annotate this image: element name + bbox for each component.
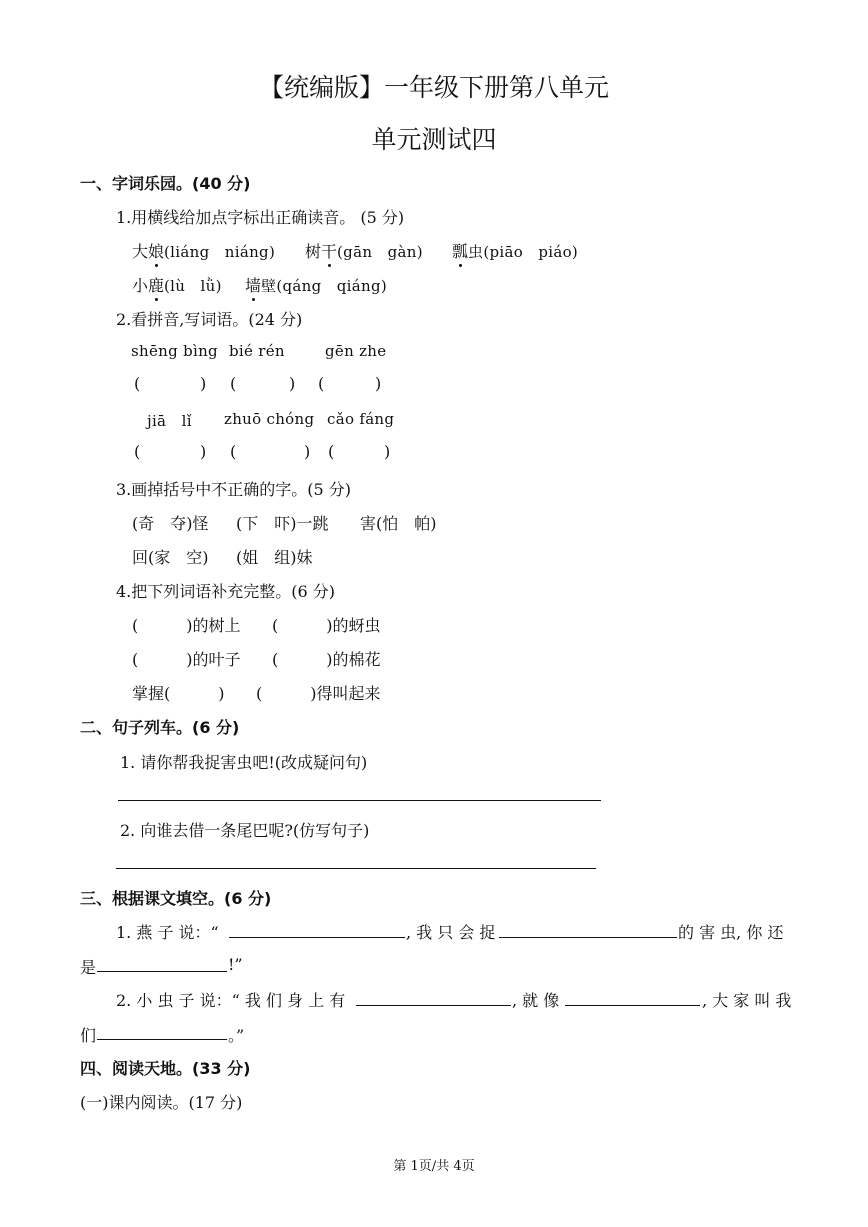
- dotted-char: 鹿: [148, 276, 165, 295]
- pinyin-item: 墙壁(qáng qiáng): [245, 276, 388, 295]
- pinyin-prompt: jiā lǐ: [147, 412, 192, 430]
- answer-paren-close: ): [375, 374, 382, 393]
- answer-blank[interactable]: [229, 937, 405, 938]
- pinyin-item: 大娘(liáng niáng): [132, 242, 276, 261]
- pinyin-prompt: shēng bìng: [131, 342, 218, 360]
- answer-paren-close: ): [200, 374, 207, 393]
- fill-item: 掌握( ): [132, 684, 225, 703]
- question-1-1-label: 1.用横线给加点字标出正确读音。 (5 分): [116, 208, 405, 227]
- answer-paren-open: (: [230, 374, 237, 393]
- answer-line[interactable]: [116, 868, 596, 869]
- question-2-2: 2. 向谁去借一条尾巴呢?(仿写句子): [120, 821, 370, 840]
- fill-item: ( )的蚜虫: [272, 616, 381, 635]
- section-heading-2: 二、句子列车。(6 分): [80, 718, 240, 737]
- fill-item: ( )得叫起来: [256, 684, 381, 703]
- fill-sentence-text: 。”: [228, 1026, 245, 1045]
- fill-sentence-text: 的 害 虫, 你 还: [678, 923, 784, 942]
- answer-paren-close: ): [289, 374, 296, 393]
- section-heading-4: 四、阅读天地。(33 分): [80, 1059, 251, 1078]
- subsection-heading: (一)课内阅读。(17 分): [80, 1093, 243, 1112]
- choice-item: (下 吓)一跳: [236, 514, 329, 533]
- fill-sentence-text: , 就 像: [512, 991, 560, 1010]
- page-number: 第 1页/共 4页: [393, 1159, 475, 1174]
- section-heading-3: 三、根据课文填空。(6 分): [80, 889, 272, 908]
- question-1-2-label: 2.看拼音,写词语。(24 分): [116, 310, 303, 329]
- choice-item: (奇 夺)怪: [132, 514, 209, 533]
- fill-item: ( )的树上: [132, 616, 241, 635]
- question-1-3-label: 3.画掉括号中不正确的字。(5 分): [116, 480, 352, 499]
- pinyin-item: 瓢虫(piāo piáo): [452, 242, 579, 261]
- answer-paren-open: (: [230, 442, 237, 461]
- answer-blank[interactable]: [356, 1005, 511, 1006]
- page-subtitle: 单元测试四: [371, 125, 497, 154]
- answer-paren-open: (: [318, 374, 325, 393]
- choice-item: 害(怕 帕): [360, 514, 437, 533]
- choice-item: (姐 组)妹: [236, 548, 313, 567]
- fill-sentence-prefix: 2. 小 虫 子 说：“ 我 们 身 上 有: [116, 991, 346, 1010]
- answer-blank[interactable]: [97, 1039, 227, 1040]
- choice-item: 回(家 空): [132, 548, 209, 567]
- dotted-char: 娘: [148, 242, 165, 261]
- question-1-4-label: 4.把下列词语补充完整。(6 分): [116, 582, 336, 601]
- fill-sentence-text: , 我 只 会 捉: [406, 923, 496, 942]
- fill-sentence-text: 们: [80, 1026, 97, 1045]
- pinyin-prompt: cǎo fáng: [327, 410, 395, 428]
- dotted-char: 干: [321, 242, 338, 261]
- fill-sentence-text: 是: [80, 958, 97, 977]
- pinyin-item: 小鹿(lù lǜ): [132, 276, 222, 295]
- answer-blank[interactable]: [97, 971, 227, 972]
- section-heading-1: 一、字词乐园。(40 分): [80, 174, 251, 193]
- answer-paren-open: (: [134, 374, 141, 393]
- answer-line[interactable]: [118, 800, 601, 801]
- answer-paren-open: (: [328, 442, 335, 461]
- answer-blank[interactable]: [565, 1005, 700, 1006]
- answer-paren-close: ): [200, 442, 207, 461]
- answer-blank[interactable]: [499, 937, 677, 938]
- page-title: 【统编版】一年级下册第八单元: [258, 73, 609, 102]
- question-2-1: 1. 请你帮我捉害虫吧!(改成疑问句): [120, 753, 368, 772]
- fill-sentence-text: , 大 家 叫 我: [702, 991, 792, 1010]
- dotted-char: 瓢: [452, 242, 469, 261]
- pinyin-prompt: bié rén: [229, 342, 285, 360]
- pinyin-item: 树干(gān gàn): [305, 242, 423, 261]
- answer-paren-open: (: [134, 442, 141, 461]
- dotted-char: 墙: [245, 276, 262, 295]
- fill-item: ( )的棉花: [272, 650, 381, 669]
- fill-sentence-text: !”: [228, 955, 243, 974]
- pinyin-prompt: zhuō chóng: [224, 410, 315, 428]
- fill-item: ( )的叶子: [132, 650, 241, 669]
- pinyin-prompt: gēn zhe: [325, 342, 387, 360]
- fill-sentence-prefix: 1. 燕 子 说：“: [116, 923, 219, 942]
- answer-paren-close: ): [304, 442, 311, 461]
- answer-paren-close: ): [384, 442, 391, 461]
